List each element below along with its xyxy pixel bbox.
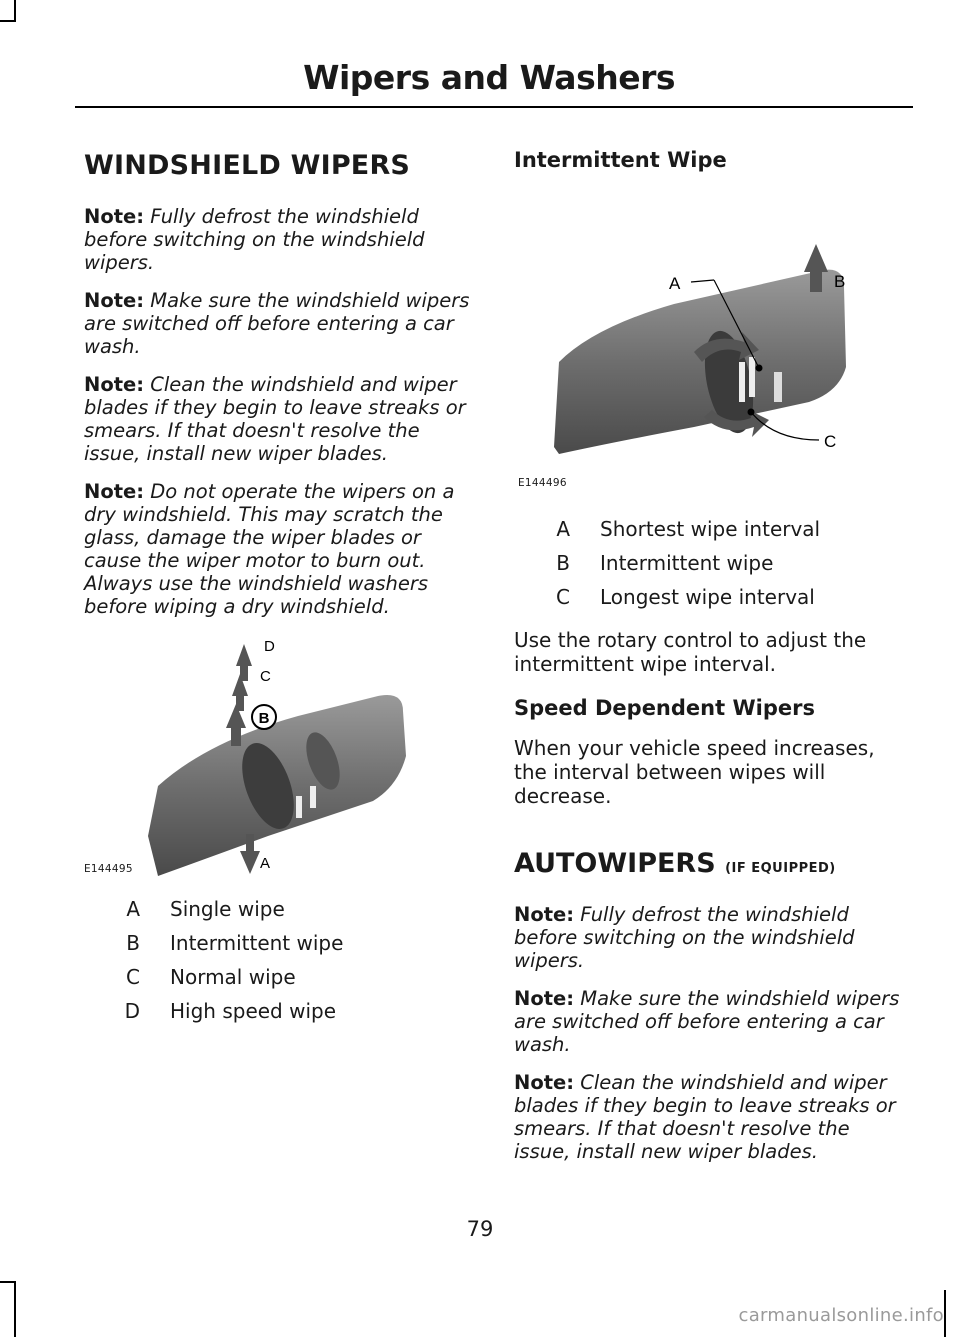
note-3 [84,373,476,465]
figure-code: E144495 [84,863,133,875]
legend-key: A [126,897,140,921]
legend-value: High speed wipe [170,999,337,1023]
note-label: Note: [514,1071,575,1094]
section-heading-windshield-wipers: WINDSHIELD WIPERS [84,150,411,181]
note-text: Make sure the windshield wipers are switched off before entering a car wash. [84,289,470,358]
figure-label-c: C [824,432,837,451]
left-column [84,150,476,1028]
right-column [514,148,909,1178]
legend-key: D [124,999,140,1023]
note-label: Note: [514,903,575,926]
page-number: 79 [466,1217,494,1241]
legend-value: Longest wipe interval [600,585,815,609]
note-text: Fully defrost the windshield before switching on the windshield wipers. [84,205,425,274]
figure-label-b: B [834,272,846,291]
crop-mark [944,1290,946,1337]
note-label: Note: [514,987,575,1010]
crop-mark [0,1281,16,1283]
note-1 [84,205,476,274]
wiper-stalk-illustration [148,636,478,881]
figure-label-d: D [264,638,275,655]
page-header-title: Wipers and Washers [303,58,675,97]
rotary-control-figure [514,192,909,489]
crop-mark [14,1281,16,1337]
crop-mark [14,0,16,22]
note-label: Note: [84,205,145,228]
legend-row [84,892,476,926]
note-label: Note: [84,373,145,396]
autowipers-suffix: (IF EQUIPPED) [725,861,836,876]
note-text: Clean the windshield and wiper blades if they begin to leave streaks or smears. If that doesn't resolve the issue, install new wiper blades. [84,373,466,465]
auto-note-2 [514,987,909,1056]
autowipers-title: AUTOWIPERS [514,848,716,879]
legend-value: Intermittent wipe [600,551,774,575]
figure-label-a: A [260,855,271,872]
legend-key: C [126,965,140,989]
watermark: carmanualsonline.info [738,1305,944,1326]
auto-note-3 [514,1071,909,1163]
legend-row [84,960,476,994]
rotary-control-text: Use the rotary control to adjust the intermittent wipe interval. [514,628,867,676]
figure-label-a: A [669,274,681,293]
legend-key: C [556,585,570,609]
legend-row [84,994,476,1028]
legend-value: Single wipe [170,897,285,921]
speed-dependent-text: When your vehicle speed increases, the interval between wipes will decrease. [514,736,875,808]
wiper-stalk-figure [84,636,476,886]
note-text: Do not operate the wipers on a dry windshield. This may scratch the glass, damage the wiper blades or cause the wiper motor to burn out. Always use the windshield washers before wiping a dry windshield. [84,480,455,618]
legend-row [514,512,909,546]
note-label: Note: [84,480,145,503]
header-rule [75,106,913,108]
note-4 [84,480,476,618]
section-heading-speed-dependent: Speed Dependent Wipers [514,696,815,720]
legend-key: B [126,931,140,955]
note-text: Fully defrost the windshield before switching on the windshield wipers. [514,903,855,972]
note-text: Clean the windshield and wiper blades if they begin to leave streaks or smears. If that doesn't resolve the issue, install new wiper blades. [514,1071,896,1163]
section-heading-intermittent-wipe: Intermittent Wipe [514,148,727,172]
legend-row [514,580,909,614]
legend-right [514,512,909,614]
note-2 [84,289,476,358]
legend-row [84,926,476,960]
figure-code: E144496 [518,477,567,489]
note-text: Make sure the windshield wipers are switched off before entering a car wash. [514,987,900,1056]
legend-value: Intermittent wipe [170,931,344,955]
figure-label-b: B [258,710,270,727]
legend-key: A [556,517,570,541]
rotary-control-illustration [554,192,894,454]
legend-left [84,892,476,1028]
legend-value: Shortest wipe interval [600,517,821,541]
crop-mark [0,20,16,22]
note-label: Note: [84,289,145,312]
legend-key: B [556,551,570,575]
section-heading-autowipers [514,848,909,879]
auto-note-1 [514,903,909,972]
legend-value: Normal wipe [170,965,296,989]
figure-label-c: C [260,668,271,685]
legend-row [514,546,909,580]
